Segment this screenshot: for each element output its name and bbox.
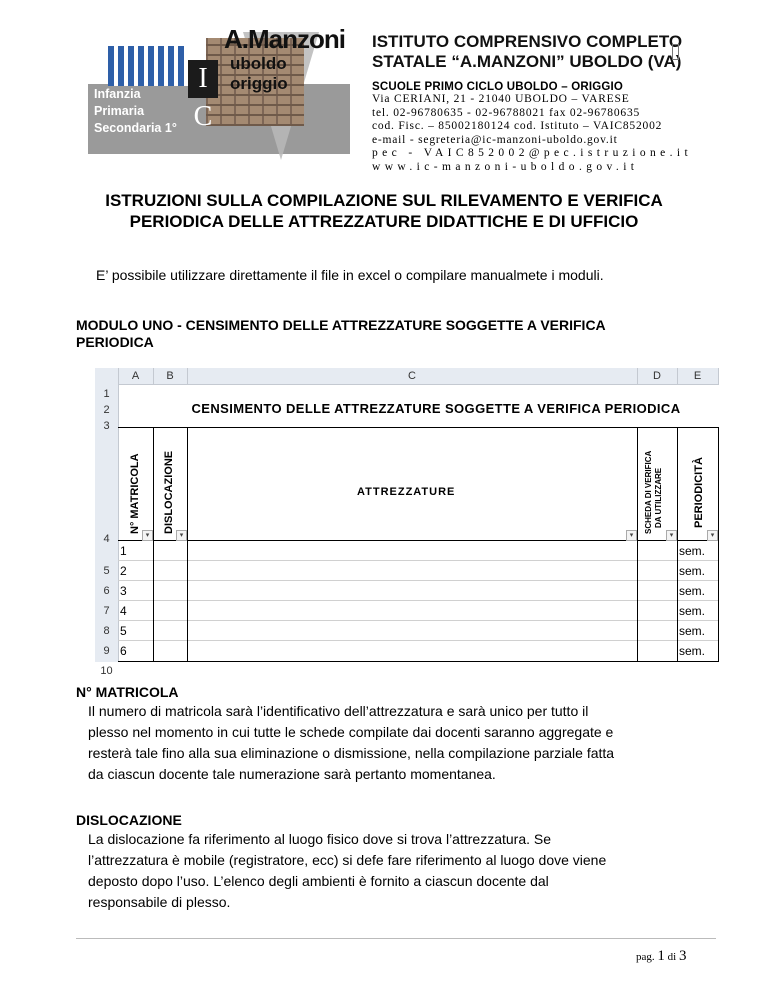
row-header: 2 xyxy=(103,404,110,416)
page-number xyxy=(636,948,686,965)
website-line: www.ic-manzoni-uboldo.gov.it xyxy=(372,160,639,173)
periodicity-cell: sem. xyxy=(679,544,706,558)
section-heading: N° MATRICOLA xyxy=(76,684,179,700)
sheet-banner-title: CENSIMENTO DELLE ATTREZZATURE SOGGETTE A VERIFICA PERIODICA xyxy=(191,401,681,416)
address-line: Via CERIANI, 21 - 21040 UBOLDO – VARESE xyxy=(372,93,630,105)
row-header: 1 xyxy=(103,388,110,400)
section-text xyxy=(88,829,716,913)
spreadsheet-image xyxy=(95,368,719,677)
row-gridline xyxy=(118,620,719,621)
logo-ic-mark: I C xyxy=(188,60,218,98)
column-header: B xyxy=(153,368,188,384)
header-scheda-verifica xyxy=(644,451,664,534)
column-border xyxy=(718,427,719,662)
periodicity-cell: sem. xyxy=(679,604,706,618)
corner-cell xyxy=(95,368,119,384)
column-border xyxy=(153,427,154,662)
row-header: 4 xyxy=(103,533,110,545)
module-heading-line1: MODULO UNO - CENSIMENTO DELLE ATTREZZATURE SOGGETTE A VERIFICA xyxy=(76,317,606,333)
box-glyph-icon xyxy=(672,44,679,60)
row-header-bar xyxy=(95,384,119,677)
module-heading-line2: PERIODICA xyxy=(76,334,154,350)
section-text xyxy=(88,701,716,785)
row-header: 5 xyxy=(103,565,110,577)
letterhead xyxy=(372,32,693,174)
section-text-line: deposto dopo l’uso. L’elenco degli ambienti è fornito a ciascun docente dal xyxy=(88,873,549,889)
codes-line: cod. Fisc. – 85002180124 cod. Istituto – VAIC852002 xyxy=(372,120,663,132)
document-title-line2: PERIODICA DELLE ATTREZZATURE DIDATTICHE E DI UFFICIO xyxy=(129,212,639,231)
section-text-line: Il numero di matricola sarà l’identificativo dell’attrezzatura e sarà unico per tutto il xyxy=(88,703,589,719)
page-prefix: pag. xyxy=(636,951,655,963)
logo-level: Primaria xyxy=(94,104,145,118)
schools-line: SCUOLE PRIMO CICLO UBOLDO – ORIGGIO xyxy=(372,81,624,93)
logo-columns-graphic xyxy=(108,46,188,86)
column-header: A xyxy=(118,368,154,384)
row-number-cell: 6 xyxy=(120,644,127,658)
row-gridline xyxy=(118,560,719,561)
column-border xyxy=(677,427,678,662)
module-heading xyxy=(76,317,706,351)
logo-school-levels xyxy=(94,86,177,137)
filter-dropdown-icon[interactable]: ▾ xyxy=(626,530,637,541)
row-number-cell: 3 xyxy=(120,584,127,598)
section-text-line: l’attrezzatura è mobile (registratore, ecc) si defe fare riferimento al luogo dove viene xyxy=(88,852,607,868)
column-border xyxy=(187,427,188,662)
table-top-border xyxy=(118,427,719,428)
logo-level: Infanzia xyxy=(94,87,141,101)
section-dislocazione xyxy=(76,811,716,913)
current-page: 1 xyxy=(657,948,665,964)
logo-level: Secondaria 1° xyxy=(94,121,177,135)
section-text-line: da ciascun docente tale numerazione sarà pertanto momentanea. xyxy=(88,766,496,782)
header-scheda-line2: DA UTILIZZARE xyxy=(654,467,663,528)
header-attrezzature: ATTREZZATURE xyxy=(357,486,456,498)
row-number-cell: 4 xyxy=(120,604,127,618)
logo-name: A.Manzoni xyxy=(224,24,345,54)
periodicity-cell: sem. xyxy=(679,584,706,598)
filter-dropdown-icon[interactable]: ▾ xyxy=(142,530,153,541)
section-text-line: La dislocazione fa riferimento al luogo fisico dove si trova l’attrezzatura. Se xyxy=(88,831,552,847)
row-gridline xyxy=(118,580,719,581)
row-gridline xyxy=(118,600,719,601)
logo-line-uboldo: uboldo xyxy=(230,54,287,73)
filter-dropdown-icon[interactable]: ▾ xyxy=(707,530,718,541)
periodicity-cell: sem. xyxy=(679,624,706,638)
header-scheda-line1: SCHEDA DI VERIFICA xyxy=(644,450,653,534)
column-header-bar xyxy=(95,368,719,385)
row-header: 3 xyxy=(103,420,110,432)
header-dislocazione: DISLOCAZIONE xyxy=(163,450,175,534)
section-matricola xyxy=(76,683,716,785)
row-header: 9 xyxy=(103,645,110,657)
row-number-cell: 1 xyxy=(120,544,127,558)
row-gridline xyxy=(118,640,719,641)
phone-line: tel. 02-96780635 - 02-96788021 fax 02-96780635 xyxy=(372,106,641,119)
section-text-line: resterà tale fino alla sua eliminazione o dismissione, nella compilazione parziale fatta xyxy=(88,745,615,761)
periodicity-cell: sem. xyxy=(679,644,706,658)
page-of: di xyxy=(667,951,677,963)
column-header: E xyxy=(677,368,719,384)
row-header: 8 xyxy=(103,625,110,637)
header-matricola: N° MATRICOLA xyxy=(129,453,141,534)
row-number-cell: 5 xyxy=(120,624,127,638)
filter-dropdown-icon[interactable]: ▾ xyxy=(176,530,187,541)
section-heading: DISLOCAZIONE xyxy=(76,812,182,828)
logo-line-origgio: origgio xyxy=(230,74,288,93)
table-bottom-border xyxy=(118,661,719,662)
document-title-line1: ISTRUZIONI SULLA COMPILAZIONE SUL RILEVAMENTO E VERIFICA xyxy=(105,191,663,210)
section-text-line: plesso nel momento in cui tutte le schede compilate dai docenti saranno aggregate e xyxy=(88,724,614,740)
pec-line: pec - VAIC852002@pec.istruzione.it xyxy=(372,147,693,159)
footer-rule xyxy=(76,938,716,939)
institute-name-line1: ISTITUTO COMPRENSIVO COMPLETO xyxy=(372,32,683,51)
section-text-line: responsabile di plesso. xyxy=(88,894,231,910)
periodicity-cell: sem. xyxy=(679,564,706,578)
row-header: 6 xyxy=(103,585,110,597)
document-title xyxy=(0,190,768,232)
header-periodicita: PERIODICITÀ xyxy=(693,457,705,528)
column-border xyxy=(637,427,638,662)
filter-dropdown-icon[interactable]: ▾ xyxy=(666,530,677,541)
row-number-cell: 2 xyxy=(120,564,127,578)
row-header: 7 xyxy=(103,605,110,617)
total-pages: 3 xyxy=(678,948,687,964)
school-logo xyxy=(88,24,356,160)
intro-paragraph: E’ possibile utilizzare direttamente il file in excel o compilare manualmete i moduli. xyxy=(96,267,604,283)
row-header: 10 xyxy=(100,665,113,677)
column-header: D xyxy=(637,368,678,384)
email-line: e-mail - segreteria@ic-manzoni-uboldo.gov.it xyxy=(372,133,618,146)
institute-name-line2: STATALE “A.MANZONI” UBOLDO (VA) xyxy=(372,52,682,71)
column-header: C xyxy=(187,368,638,384)
